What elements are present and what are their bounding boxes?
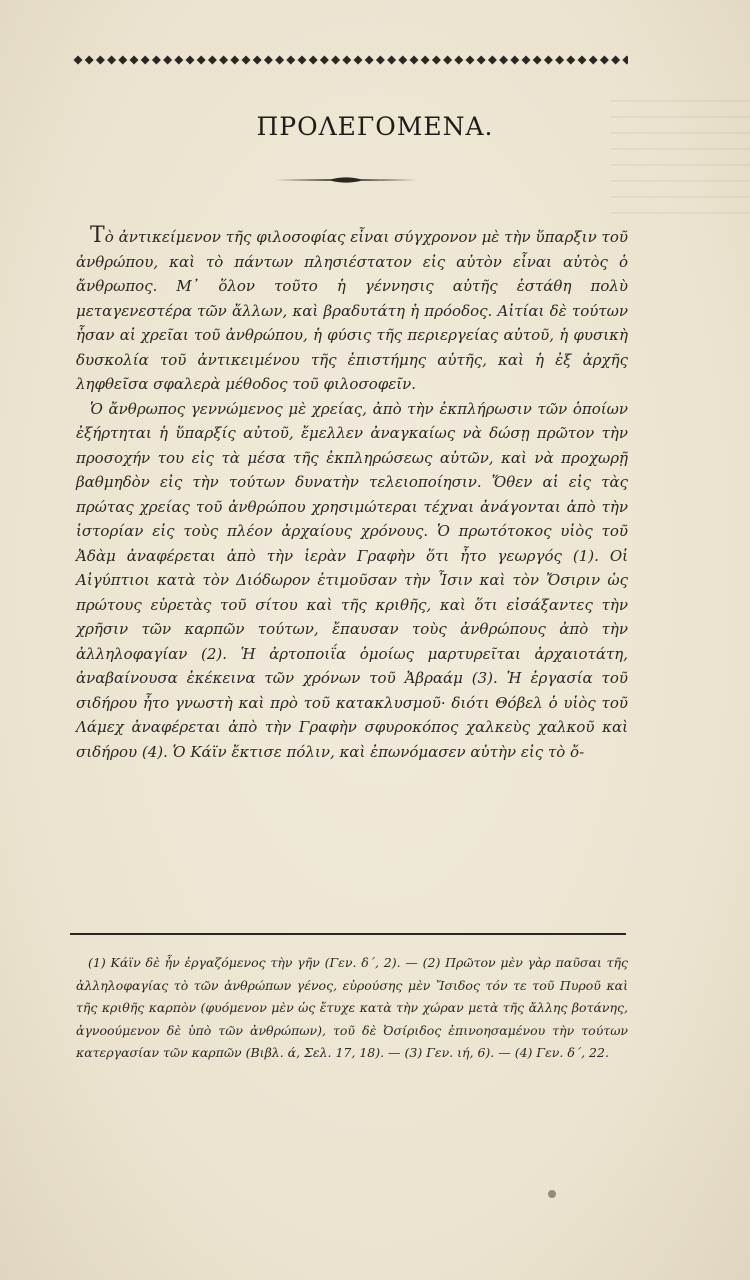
paragraph-1-text: ὸ ἀντικείμενον τῆς φιλοσοφίας εἶναι σύγχρονον μὲ τὴν ὕπαρξιν τοῦ ἀνθρώπου, καὶ τὸ πάντων πλησιέστατον εἰς αὐτὸν εἶναι αὐτὸς ὁ ἄνθρωπος. Μ᾽ ὅλον τοῦτο ἡ γέννησις αὐτῆς ἐστάθη πολὺ μεταγενεστέρα τῶν ἄλλων, καὶ βραδυτάτη ἡ πρόοδος. Αἰτίαι δὲ τούτων ἦσαν αἱ χρεῖαι τοῦ ἀνθρώπου, ἡ φύσις τῆς περιεργείας αὐτοῦ, ἡ φυσικὴ δυσκολία τοῦ ἀντικειμένου τῆς ἐπιστήμης αὐτῆς, καὶ ἡ ἐξ ἀρχῆς ληφθεῖσα σφαλερὰ μέθοδος τοῦ φιλοσοφεῖν. [76, 228, 628, 393]
page-title: ΠΡΟΛΕΓΟΜΕΝΑ. [256, 112, 494, 141]
main-text [76, 224, 628, 764]
footnotes [76, 952, 628, 1065]
footnote-text: (1) Κάϊν δὲ ἦν ἐργαζόμενος τὴν γῆν (Γεν. δ΄, 2). — (2) Πρῶτον μὲν γὰρ παῦσαι τῆς ἀλληλοφαγίας τὸ τῶν ἀνθρώπων γένος, εὑρούσης μὲν Ἴσιδος τόν τε τοῦ Πυροῦ καὶ τῆς κριθῆς καρπὸν (φυόμενον μὲν ὡς ἔτυχε κατὰ τὴν χώραν μετὰ τῆς ἄλλης βοτάνης, ἀγνοούμενον δὲ ὑπὸ τῶν ἀνθρώπων), τοῦ δὲ Ὀσίριδος ἐπινοησαμένου τὴν τούτων κατεργασίαν τῶν καρπῶν (Βιβλ. ά, Σελ. 17, 18). — (3) Γεν. ιή, 6). — (4) Γεν. δ΄, 22. [76, 955, 628, 1060]
ornamental-header-rule [72, 52, 628, 68]
paragraph-2: Ὁ ἄνθρωπος γεννώμενος μὲ χρείας, ἀπὸ τὴν ἐκπλήρωσιν τῶν ὁποίων ἐξήρτηται ἡ ὕπαρξίς αὐτοῦ, ἔμελλεν ἀναγκαίως νὰ δώσῃ πρῶτον τὴν προσοχήν του εἰς τὰ μέσα τῆς ἐκπληρώσεως αὐτῶν, καὶ νὰ προχωρῇ βαθμηδὸν εἰς τὴν τούτων δυνατὴν τελειοποίησιν. Ὅθεν αἱ εἰς τὰς πρώτας χρείας τοῦ ἀνθρώπου χρησιμώτεραι τέχναι ἀνάγονται ἀπὸ τὴν ἱστορίαν εἰς τοὺς πλέον ἀρχαίους χρόνους. Ὁ πρωτότοκος υἱὸς τοῦ Ἀδὰμ ἀναφέρεται ἀπὸ τὴν ἱερὰν Γραφὴν ὅτι ἦτο γεωργός (1). Οἱ Αἰγύπτιοι κατὰ τὸν Διόδωρον ἐτιμοῦσαν τὴν Ἶσιν καὶ τὸν Ὄσιριν ὡς πρώτους εὑρετὰς τοῦ σίτου καὶ τῆς κριθῆς, καὶ ὅτι εἰσάξαντες τὴν χρῆσιν τῶν καρπῶν τούτων, ἔπαυσαν τοὺς ἀνθρώπους ἀπὸ τὴν ἀλληλοφαγίαν (2). Ἡ ἀρτοποιΐα ὁμοίως μαρτυρεῖται ἀρχαιοτάτη, ἀναβαίνουσα ἐκέκεινα τῶν χρόνων τοῦ Ἀβραάμ (3). Ἡ ἐργασία τοῦ σιδήρου ἦτο γνωστὴ καὶ πρὸ τοῦ κατακλυσμοῦ· διότι Θόβελ ὁ υἱὸς τοῦ Λάμεχ ἀναφέρεται ἀπὸ τὴν Γραφὴν σφυροκόπος χαλκεὺς χαλκοῦ καὶ σιδήρου (4). Ὁ Κάϊν ἔκτισε πόλιν, καὶ ἐπωνόμασεν αὐτὴν εἰς τὸ ὄ- [76, 399, 628, 761]
paragraph-1 [76, 224, 628, 397]
footnote-separator [70, 933, 626, 935]
ink-speck [548, 1190, 556, 1198]
decorative-title-rule [275, 175, 417, 185]
drop-capital: Τ [90, 223, 105, 248]
